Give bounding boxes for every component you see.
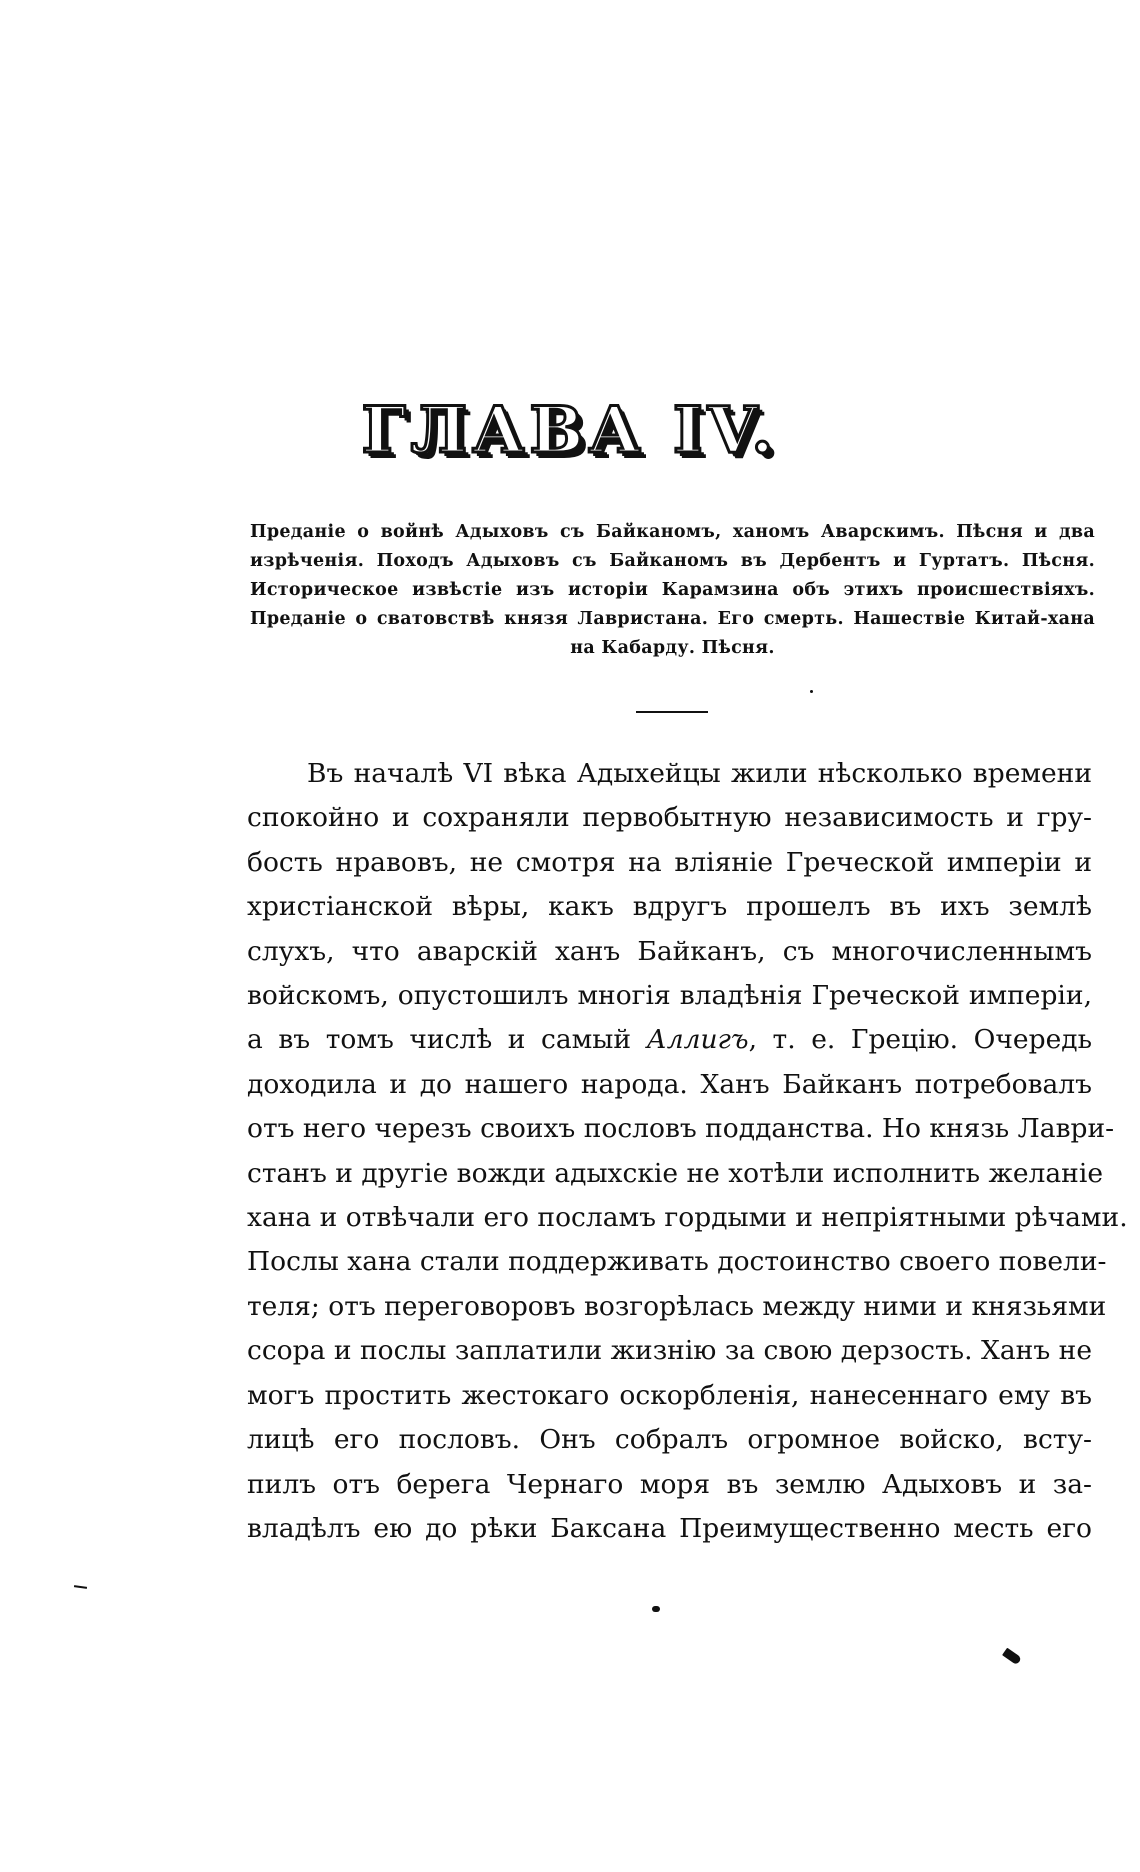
text-segment: , т. е. Грецію. Очередь xyxy=(748,1024,1092,1056)
separator-rule xyxy=(636,711,708,713)
text-line: отъ него черезъ своихъ пословъ подданства. Но князь Лаври- xyxy=(247,1113,1115,1145)
text-line: могъ простить жестокаго оскорбленія, нанесеннаго ему въ xyxy=(247,1379,1092,1411)
text-line: хана и отвѣчали его посламъ гордыми и непріятными рѣчами. xyxy=(247,1202,1128,1234)
text-line: войскомъ, опустошилъ многія владѣнія Греческой имперіи, xyxy=(247,980,1092,1012)
text-line: слухъ, что аварскій ханъ Байканъ, съ многочисленнымъ xyxy=(247,935,1092,967)
text-line: ссора и послы заплатили жизнію за свою дерзость. Ханъ не xyxy=(247,1335,1092,1367)
text-line-with-italic xyxy=(247,1018,1092,1062)
text-line: спокойно и сохраняли первобытную независимость и гру- xyxy=(247,802,1092,834)
text-line: христіанской вѣры, какъ вдругъ прошелъ въ ихъ землѣ xyxy=(247,891,1092,923)
text-line: теля; отъ переговоровъ возгорѣлась между ними и князьями xyxy=(247,1290,1107,1322)
body-paragraph xyxy=(247,752,1128,1551)
text-line: Въ началѣ VI вѣка Адыхейцы жили нѣсколько времени xyxy=(307,758,1092,789)
text-line: лицѣ его пословъ. Онъ собралъ огромное войско, всту- xyxy=(247,1424,1092,1456)
text-line: бость нравовъ, не смотря на вліяніе Греческой имперіи и xyxy=(247,846,1092,878)
text-segment: а въ томъ числѣ и самый xyxy=(247,1024,647,1056)
print-speck xyxy=(74,1585,87,1589)
chapter-summary: Преданіе о войнѣ Адыховъ съ Байканомъ, ханомъ Аварскимъ. Пѣсня и два изрѣченія. Походъ Адыховъ съ Байканомъ въ Дербентъ и Гуртатъ. Пѣсня. Историческое извѣстіе изъ исторіи Карамзина объ этихъ происшествіяхъ. Преданіе о сватовствѣ князя Лавристана. Его смерть. Нашествіе Китай-хана на Кабарду. Пѣсня. xyxy=(250,522,1095,658)
italic-word: Аллигъ xyxy=(646,1024,749,1056)
print-speck xyxy=(810,690,813,693)
text-line: пилъ отъ берега Чернаго моря въ землю Адыховъ и за- xyxy=(247,1468,1092,1500)
chapter-title: ГЛАВА IV. xyxy=(361,393,779,468)
print-speck xyxy=(652,1606,660,1612)
print-speck xyxy=(1002,1648,1022,1666)
text-line: станъ и другіе вожди адыхскіе не хотѣли исполнить желаніе xyxy=(247,1157,1103,1189)
text-line: доходила и до нашего народа. Ханъ Байканъ потребовалъ xyxy=(247,1068,1092,1100)
text-line: Послы хана стали поддерживать достоинство своего повели- xyxy=(247,1246,1107,1278)
text-line: владѣлъ ею до рѣки Баксана Преимущественно месть его xyxy=(247,1512,1092,1544)
